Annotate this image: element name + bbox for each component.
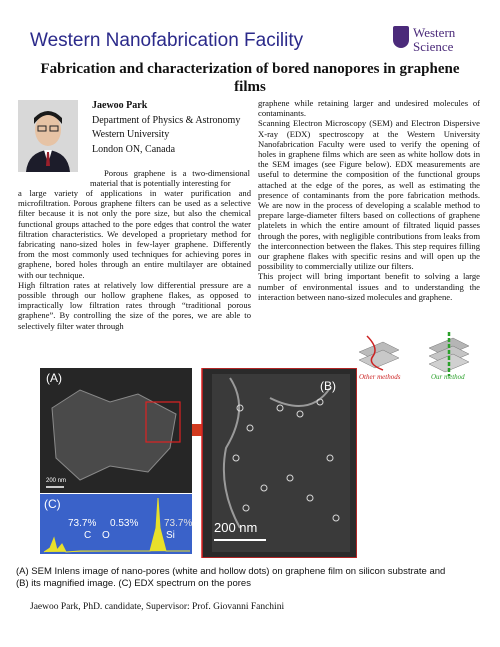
logo-line2: Science <box>413 39 454 54</box>
scale-label-b: 200 nm <box>214 520 258 535</box>
author-block <box>92 99 240 157</box>
panel-a-label: (A) <box>46 371 62 385</box>
method-comparison-inset <box>353 330 478 390</box>
edx-carbon-label: C <box>84 530 92 541</box>
caption-line-1: (A) SEM Inlens image of nano-pores (white and hollow dots) on graphene film on silicon substrate and <box>16 566 446 577</box>
sem-figure <box>40 368 357 558</box>
panel-c-label: (C) <box>44 497 61 511</box>
logo-line1: Western <box>413 25 456 40</box>
left-column <box>18 188 251 331</box>
right-paragraph-1: graphene while retaining larger and undesired molecules of contaminants. <box>258 98 480 119</box>
edx-carbon-percent: 73.7% <box>68 518 97 529</box>
author-name: Jaewoo Park <box>92 100 148 111</box>
author-dept: Department of Physics & Astronomy <box>92 114 241 126</box>
right-paragraph-2: Scanning Electron Microscopy (SEM) and Electron Dispersive X-ray (EDX) spectroscopy at the Western University Nanofabrication Faculty were used to verify the opening of holes in graphene films which are seen as white hollow dots in the SEM images (see Figure below). EDX measurements are useful to determine the composition of the functional groups attached at the edge of the pores, as well as estimating the presence of contaminants from the pore fabrication methods. We are now in the process of developing a scalable method to prepare large-diameter filters based on collections of graphene platelets in which the entire amount of filtrated liquid passes through the pores, with negligible contributions from leaks from the interconnection between the flakes. This step requires filling our graphene flakes with specific resins and will open up the possibility to commercially utilize our filters. <box>258 118 480 272</box>
left-paragraph-1: a large variety of applications in water purification and microfiltration. Porous graphene filters can be used as a selective filter because it is not only the pore size, but also the chemical functional groups attached to the pore edges that control the water filtration characteristics. We developed a proprietary method for fabricating nano-sized holes in few-layer graphene. Differently from the most commonly used techniques for achieving pores in graphene, bored holes through an entire multilayer are obtained with our technique. <box>18 188 251 280</box>
other-methods-label: Other methods <box>359 373 401 381</box>
right-paragraph-3: This project will bring important benefit to solving a large number of environmental issues and to understanding the interaction between nano-sized molecules and graphene. <box>258 271 480 302</box>
caption-line-2: (B) its magnified image. (C) EDX spectrum on the pores <box>16 578 251 589</box>
panel-b-label: (B) <box>320 379 336 393</box>
edx-oxygen-label: O <box>102 530 110 541</box>
poster-title: Fabrication and characterization of bored nanopores in graphene films <box>40 61 460 95</box>
left-paragraph-2: High filtration rates at relatively low differential pressure are a possible through our hollow graphene flakes, as opposed to impractically low filtration rates through “traditional porous graphene”. By controlling the size of the pores, we are able to selectively filter water through <box>18 279 251 331</box>
footer-credit: Jaewoo Park, PhD. candidate, Supervisor: Prof. Giovanni Fanchini <box>30 602 285 612</box>
our-method-label: Our method <box>431 373 465 381</box>
western-science-logo <box>393 26 473 56</box>
scale-label-a: 200 nm <box>46 478 67 484</box>
facility-title: Western Nanofabrication Facility <box>30 30 304 51</box>
crest-icon <box>393 26 409 48</box>
edx-oxygen-percent: 0.53% <box>110 518 139 529</box>
author-city: London ON, Canada <box>92 143 176 155</box>
edx-silicon-percent: 73.7% <box>164 518 193 529</box>
method-diagram <box>353 330 478 378</box>
figure-caption <box>16 566 486 590</box>
edx-silicon-label: Si <box>166 530 175 541</box>
author-photo <box>18 100 78 172</box>
right-column <box>258 98 480 302</box>
author-university: Western University <box>92 129 170 140</box>
left-paragraph-intro: Porous graphene is a two-dimensional material that is potentially interesting for <box>90 168 250 189</box>
